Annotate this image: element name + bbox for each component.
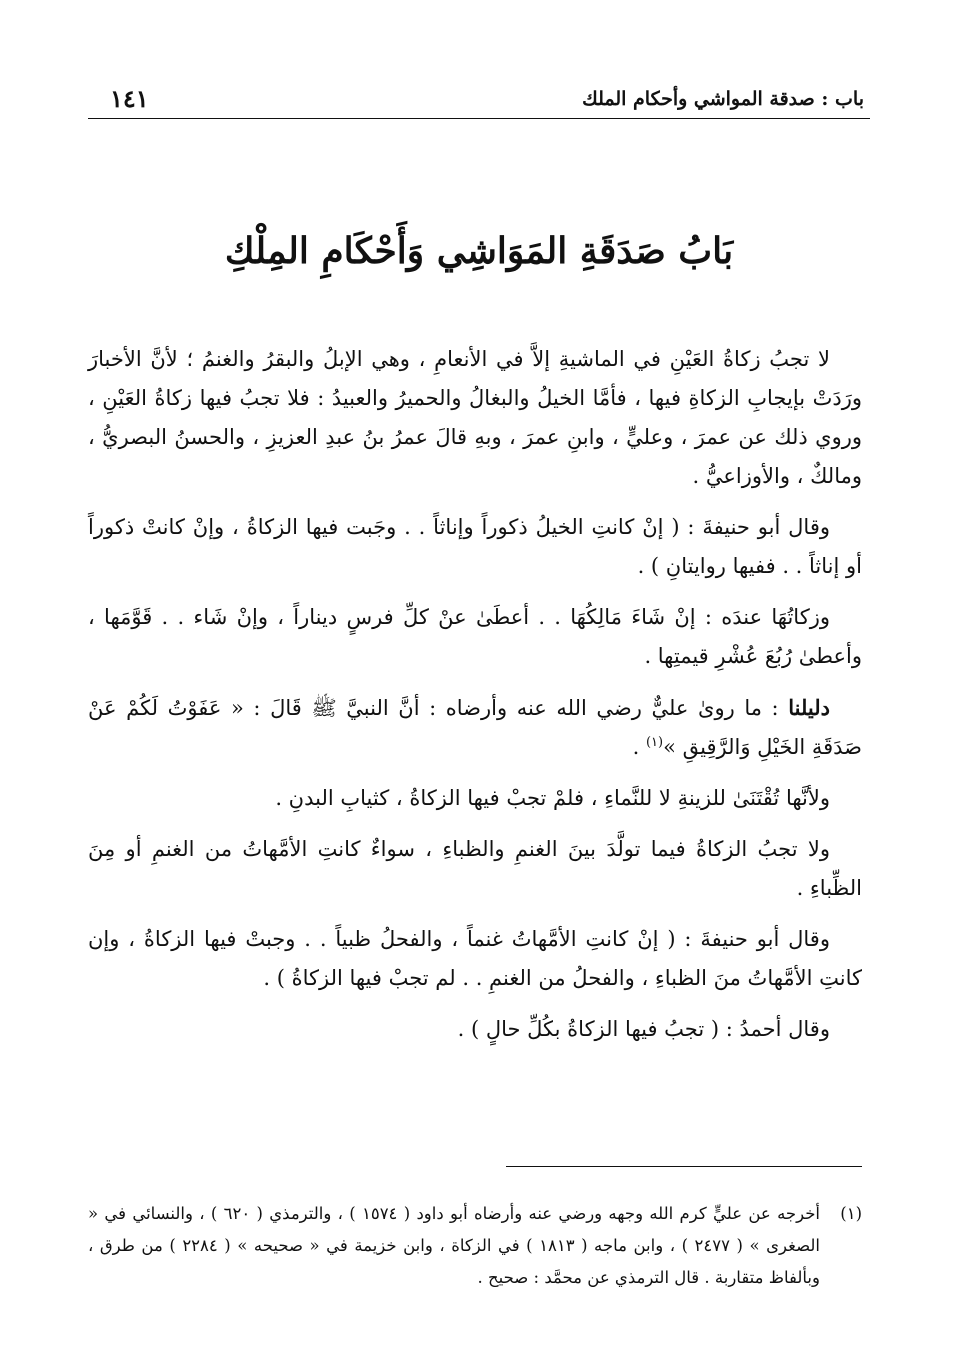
running-header: [88, 84, 870, 119]
paragraph: ولا تجبُ الزكاةُ فيما تولَّدَ بينَ الغنمِ والظباءِ ، سواءٌ كانتِ الأمَّهاتُ من الغنمِ أو مِنَ الظِّباءِ .: [88, 837, 862, 900]
paragraph: دليلنا : ما روىٰ عليٌّ رضي الله عنه وأرضاه : أنَّ النبيَّ ﷺ قَالَ : « عَفَوْتُ لَكُمْ عَنْ صَدَقَةِ الخَيْلِ وَالرَّقِيقِ »$^{(١)}$ .: [88, 695, 862, 759]
chapter-title: بَابُ صَدَقَةِ المَوَاشِي وَأَحْكَامِ المِلْكِ: [224, 230, 734, 272]
footnotes: [88, 1198, 862, 1294]
footnote: [88, 1198, 862, 1294]
footnote-reference[interactable]: (١): [645, 735, 664, 750]
page-number: ١٤١: [110, 84, 149, 113]
footnote-separator: [506, 1166, 862, 1167]
footnote-number: (١): [840, 1204, 862, 1223]
footnote-text: أخرجه عن عليٍّ كرم الله وجهه ورضي عنه وأرضاه أبو داود ( ١٥٧٤ ) ، والترمذي ( ٦٢٠ ) ، والنسائي في « الصغرى » ( ٢٤٧٧ ) ، وابن ماجه ( ١٨١٣ ) في الزكاة ، وابن خزيمة في « صحيحه » ( ٢٢٨٤ ) من طرق ، وبألفاظ متقاربة . قال الترمذي عن محمَّد : صحيح .: [88, 1204, 821, 1287]
running-title: باب : صدقة المواشي وأحكام الملك: [582, 88, 864, 110]
body-text: [88, 340, 862, 1061]
paragraph-lead: دليلنا: [788, 695, 830, 720]
paragraph: ولأنَّها تُقْتَنَىٰ للزينةِ لا للنَّماءِ ، فلمْ تجبْ فيها الزكاةُ ، كثيابِ البدنِ .: [275, 786, 830, 810]
paragraph: وقال أبو حنيفةَ : ( إنْ كانتِ الأمَّهاتُ غنماً ، والفحلُ ظبياً . . وجبتْ فيها الزكاةُ ، وإن كانتِ الأمَّهاتُ منَ الظباءِ ، والفحلُ من الغنمِ . . لم تجبْ فيها الزكاةُ ) .: [88, 927, 862, 990]
paragraph: وقال أبو حنيفةَ : ( إنْ كانتِ الخيلُ ذكوراً وإناثاً . . وجَبت فيها الزكاةُ ، وإنْ كانتْ ذكوراً أو إناثاً . . ففيها روايتانِ ) .: [88, 515, 862, 578]
paragraph: وقال أحمدُ : ( تجبُ فيها الزكاةُ بكُلِّ حالٍ ) .: [457, 1017, 830, 1041]
paragraph: وزكاتُهَا عندَه : إنْ شَاءَ مَالِكُهَا . . أعطَىٰ عنْ كلِّ فرسٍ ديناراً ، وإنْ شَاء . . قَوَّمَها ، وأعطىٰ رُبُعَ عُشْرِ قيمتِها .: [88, 605, 862, 668]
paragraph: لا تجبُ زكاةُ العَيْنِ في الماشيةِ إلاَّ في الأنعامِ ، وهي الإبلُ والبقرُ والغنمُ ؛ لأنَّ الأخبارَ ورَدَتْ بإيجابِ الزكاةِ فيها ، فأمَّا الخيلُ والبغالُ والحميرُ والعبيدُ : فلا تجبُ فيها زكاةُ العَيْنِ ، وروي ذلك عن عمرَ ، وعليٍّ ، وابنِ عمرَ ، وبهِ قالَ عمرُ بنُ عبدِ العزيزِ ، والحسنُ البصريُّ ، ومالكٌ ، والأوزاعيُّ .: [88, 347, 862, 488]
